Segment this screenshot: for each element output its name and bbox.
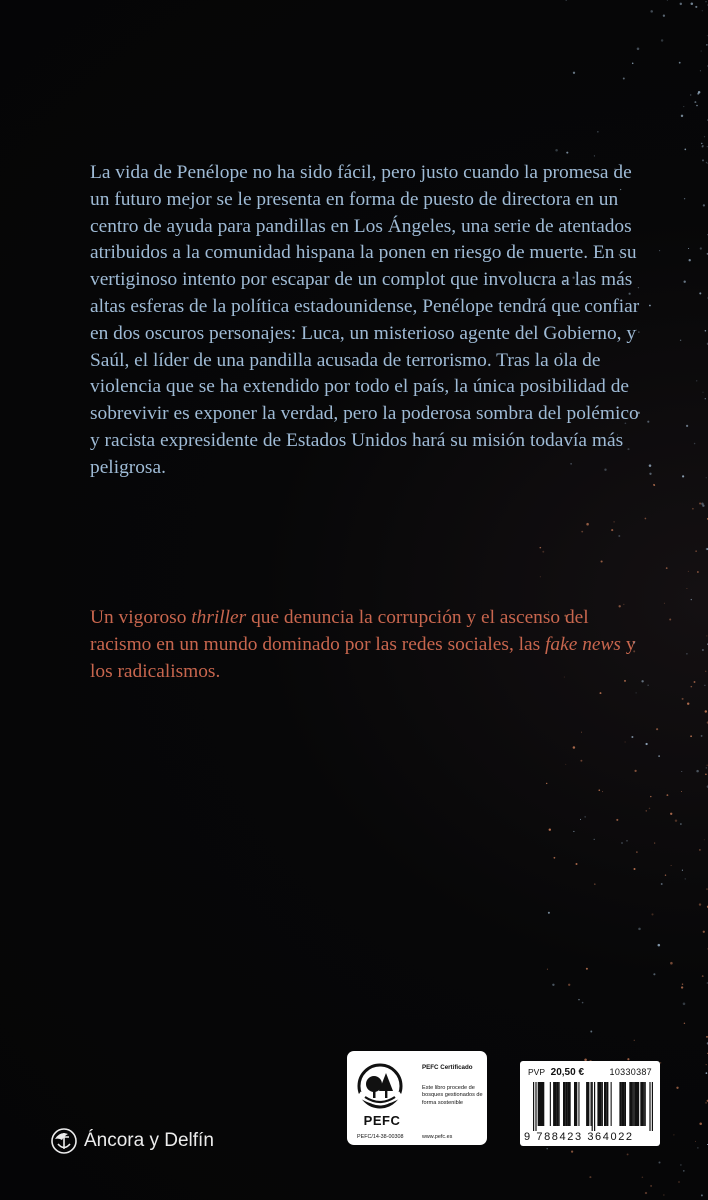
speckle — [701, 735, 703, 737]
barcode-bar — [569, 1082, 571, 1126]
speckle — [697, 1147, 698, 1148]
speckle — [632, 63, 634, 65]
tagline-italic-fake-news: fake news — [545, 633, 621, 655]
speckle — [573, 746, 576, 749]
barcode-bar — [625, 1082, 626, 1126]
speckle — [611, 529, 613, 531]
anchor-dolphin-logo-icon — [50, 1127, 78, 1155]
speckle — [694, 443, 696, 445]
speckle — [566, 152, 568, 154]
isbn-digits: 9 788423 364022 — [524, 1131, 634, 1143]
barcode-bar — [591, 1082, 592, 1126]
speckle — [702, 145, 704, 147]
tagline-text — [90, 605, 650, 685]
speckle — [699, 1123, 702, 1126]
speckle — [656, 728, 658, 730]
speckle — [546, 783, 547, 784]
speckle — [554, 857, 556, 859]
barcode-bar — [567, 1082, 568, 1126]
speckle — [646, 810, 647, 811]
speckle — [552, 984, 554, 986]
speckle — [695, 550, 696, 551]
speckle — [671, 865, 672, 866]
tagline-italic-thriller: thriller — [191, 607, 247, 628]
speckle — [695, 1141, 696, 1142]
speckle — [594, 883, 596, 885]
speckle — [578, 999, 580, 1001]
speckle — [686, 653, 688, 655]
tagline-part-1: Un vigoroso — [90, 607, 192, 628]
barcode-bar — [541, 1082, 544, 1126]
speckle — [691, 2, 694, 5]
speckle — [637, 48, 640, 51]
speckle — [627, 1153, 629, 1155]
speckle — [683, 106, 684, 107]
barcode-bar — [622, 1082, 625, 1126]
speckle — [682, 475, 684, 477]
speckle — [653, 973, 655, 975]
barcode-bar — [599, 1082, 602, 1126]
barcode-bar — [619, 1082, 621, 1126]
speckle — [625, 741, 626, 742]
pefc-description: Este libro procede de bosques gestionados de forma sostenible — [422, 1085, 483, 1106]
speckle — [705, 1, 707, 3]
speckle — [555, 149, 558, 152]
speckle — [681, 791, 682, 792]
synopsis-text: La vida de Penélope no ha sido fácil, pero justo cuando la promesa de un futuro mejor se le presenta en forma de puesto de directora en un centro de ayuda para pandillas en Los Ángeles, una serie de atentados atribuidos a la comunidad hispana la ponen en riesgo de muerte. En su vertiginoso intento por escapar de un complot que involucra a las más altas esferas de la política estadounidense, Penélope tendrá que confiar en dos oscuros personajes: Luca, un misterioso agente del Gobierno, y Saúl, el líder de una pandilla acusada de terrorismo. Tras la ola de violencia que se ha extendido por todo el país, la única posibilidad de sobrevivir es exponer la verdad, pero la poderosa sombra del polémico y racista expresidente de Estados Unidos hará su misión todavía más peligrosa. — [90, 162, 640, 478]
speckle — [594, 155, 595, 156]
speckle — [670, 813, 672, 815]
barcode-guard-bar — [533, 1082, 534, 1131]
speckle — [580, 819, 581, 820]
speckle — [706, 44, 707, 45]
speckle — [701, 143, 702, 144]
barcode-bar — [563, 1082, 565, 1126]
speckle — [645, 743, 647, 745]
speckle — [653, 484, 655, 486]
speckle — [692, 508, 694, 510]
pefc-url: www.pefc.es — [422, 1134, 453, 1140]
speckle — [658, 1161, 660, 1163]
barcode-guard-bar — [649, 1082, 650, 1131]
speckle — [585, 816, 586, 817]
pvp-label: PVP — [528, 1067, 546, 1077]
speckle — [703, 204, 705, 206]
speckle — [705, 330, 707, 332]
speckle — [705, 671, 706, 672]
speckle — [706, 477, 707, 478]
barcode-bar — [559, 1082, 560, 1126]
speckle — [689, 259, 691, 261]
speckle — [684, 1023, 685, 1024]
speckle — [654, 843, 655, 844]
barcode-bar — [604, 1082, 606, 1126]
speckle — [705, 398, 706, 399]
barcode-bar — [645, 1082, 646, 1126]
speckle — [650, 1185, 652, 1187]
barcode-guard-bar — [535, 1082, 536, 1131]
speckle — [696, 770, 699, 773]
speckle — [683, 1003, 686, 1006]
speckle — [669, 618, 671, 620]
speckle — [701, 502, 704, 505]
speckle — [594, 839, 595, 840]
speckle — [700, 70, 701, 71]
speckle — [616, 819, 618, 821]
speckle — [702, 975, 704, 977]
speckle — [696, 380, 697, 381]
speckle — [565, 764, 566, 765]
barcode-bar — [635, 1082, 637, 1126]
barcode-guard-bar — [652, 1082, 653, 1131]
speckle — [702, 159, 704, 161]
pefc-logo-text: PEFC — [363, 1113, 401, 1128]
barcode-bar — [606, 1082, 608, 1126]
barcode-bar — [634, 1082, 635, 1126]
barcode-bar — [637, 1082, 639, 1126]
speckle — [681, 986, 683, 988]
publisher-imprint — [50, 1124, 214, 1158]
speckle — [627, 1058, 629, 1060]
speckle — [618, 535, 620, 537]
speckle — [704, 136, 705, 137]
speckle — [586, 968, 588, 970]
speckle — [679, 62, 681, 64]
speckle — [634, 770, 636, 772]
speckle — [682, 698, 684, 700]
barcode-bar — [602, 1082, 603, 1126]
speckle — [576, 863, 578, 865]
speckle — [684, 149, 686, 151]
barcode-bar — [550, 1082, 551, 1126]
speckle — [597, 131, 598, 132]
speckle — [650, 796, 651, 797]
speckle — [699, 502, 701, 504]
speckle — [650, 10, 653, 13]
speckle — [681, 115, 683, 117]
speckle — [702, 649, 704, 651]
speckle — [580, 760, 582, 762]
speckle — [573, 831, 574, 832]
speckle — [695, 6, 697, 8]
speckle — [658, 944, 661, 947]
speckle — [581, 531, 583, 533]
speckle — [680, 1164, 681, 1165]
speckle — [685, 878, 686, 879]
reference-number: 10330387 — [609, 1067, 652, 1077]
barcode-bar — [633, 1082, 634, 1126]
speckle — [664, 603, 665, 604]
speckle — [688, 248, 689, 249]
tagline-part-3: y los radicalismos. — [90, 633, 636, 682]
barcode-bar — [586, 1082, 589, 1126]
speckle — [694, 681, 696, 683]
speckle — [682, 983, 683, 984]
pefc-tree-icon — [357, 1063, 403, 1113]
speckle — [651, 913, 653, 915]
speckle — [631, 736, 633, 738]
price-barcode-label — [520, 1061, 660, 1146]
speckle — [705, 710, 707, 712]
pefc-certification-badge — [347, 1051, 487, 1145]
speckle — [680, 340, 681, 341]
speckle — [601, 560, 603, 562]
barcode-bar — [565, 1082, 567, 1126]
barcode-bar — [629, 1082, 632, 1126]
speckle — [546, 1148, 547, 1149]
pefc-code: PEFC/14-38-00308 — [357, 1134, 404, 1140]
speckle — [690, 735, 692, 737]
speckle — [659, 250, 660, 251]
speckle — [684, 198, 685, 199]
price-row — [528, 1067, 652, 1078]
speckle — [642, 1176, 644, 1178]
speckle — [638, 928, 641, 931]
speckle — [681, 771, 682, 772]
speckle — [626, 840, 628, 842]
speckle — [690, 94, 691, 95]
speckle — [661, 39, 663, 41]
speckle — [660, 1062, 661, 1063]
speckle — [598, 789, 600, 791]
speckle — [700, 247, 702, 249]
speckle — [698, 91, 701, 94]
speckle — [684, 281, 686, 283]
speckle — [586, 523, 589, 526]
speckle — [696, 105, 698, 107]
barcode-bar — [640, 1082, 643, 1126]
speckle — [589, 1176, 591, 1178]
barcode-bar — [644, 1082, 645, 1126]
speckle — [590, 1031, 592, 1033]
speckle — [600, 692, 602, 694]
isbn-barcode — [533, 1082, 653, 1131]
speckle — [691, 686, 693, 688]
barcode-guard-bar — [594, 1082, 595, 1131]
speckle — [663, 15, 665, 17]
speckle — [571, 1151, 573, 1153]
speckle — [706, 635, 707, 636]
speckle — [613, 521, 614, 522]
speckle — [582, 1002, 584, 1004]
speckle — [702, 10, 703, 11]
speckle — [683, 1170, 685, 1172]
speckle — [678, 1181, 680, 1183]
barcode-bar — [574, 1082, 577, 1126]
speckle — [566, 0, 567, 1]
speckle — [666, 794, 668, 796]
speckle — [706, 162, 708, 164]
speckle — [663, 1194, 664, 1195]
pefc-certified-label: PEFC Certificado — [422, 1064, 473, 1071]
price-value: 20,50 € — [550, 1067, 585, 1078]
speckle — [568, 984, 570, 986]
speckle — [633, 868, 635, 870]
speckle — [602, 791, 603, 792]
speckle — [634, 1040, 635, 1041]
speckle — [705, 1102, 707, 1104]
speckle — [706, 767, 707, 768]
speckle — [706, 1064, 707, 1065]
speckle — [703, 931, 705, 933]
speckle — [649, 808, 651, 810]
barcode-bar — [597, 1082, 598, 1126]
speckle — [686, 588, 687, 589]
speckle — [573, 72, 575, 74]
speckle — [670, 962, 673, 965]
speckle — [703, 392, 704, 393]
speckle — [661, 883, 663, 885]
barcode-bar — [578, 1082, 579, 1126]
speckle — [706, 1072, 708, 1074]
barcode-bar — [538, 1082, 541, 1126]
speckle — [675, 819, 677, 821]
speckle — [687, 702, 689, 704]
speckle — [636, 692, 637, 693]
speckle — [549, 829, 551, 831]
speckle — [645, 518, 647, 520]
speckle — [540, 547, 542, 549]
barcode-guard-bar — [592, 1082, 593, 1131]
speckle — [542, 551, 544, 553]
speckle — [548, 912, 550, 914]
speckle — [666, 567, 668, 569]
speckle — [540, 576, 541, 577]
speckle — [697, 571, 699, 573]
speckle — [705, 773, 707, 775]
speckle — [673, 1134, 674, 1135]
speckle — [680, 3, 682, 5]
speckle — [701, 51, 702, 52]
speckle — [694, 101, 696, 103]
speckle — [658, 755, 660, 757]
speckle — [701, 1194, 703, 1196]
speckle — [680, 823, 682, 825]
speckle — [699, 292, 701, 294]
speckle — [704, 839, 705, 840]
barcode-bar — [556, 1082, 558, 1126]
speckle — [699, 849, 701, 851]
speckle — [686, 425, 688, 427]
barcode-bar — [611, 1082, 612, 1126]
speckle — [665, 875, 666, 876]
speckle — [682, 870, 683, 871]
speckle — [547, 969, 548, 970]
barcode-bar — [553, 1082, 556, 1126]
speckle — [688, 571, 689, 572]
speckle — [667, 0, 668, 1]
speckle — [676, 1087, 678, 1089]
speckle — [704, 685, 705, 686]
publisher-name: Áncora y Delfín — [84, 1130, 214, 1151]
speckle — [691, 599, 692, 600]
speckle — [699, 903, 701, 905]
speckle — [581, 732, 582, 733]
speckle — [636, 851, 637, 852]
speckle — [645, 1192, 647, 1194]
tagline-part-2: que denuncia la corrupción y el ascenso del racismo en un mundo dominado por las redes sociales, las — [90, 607, 589, 655]
speckle — [623, 78, 625, 80]
speckle — [621, 842, 623, 844]
